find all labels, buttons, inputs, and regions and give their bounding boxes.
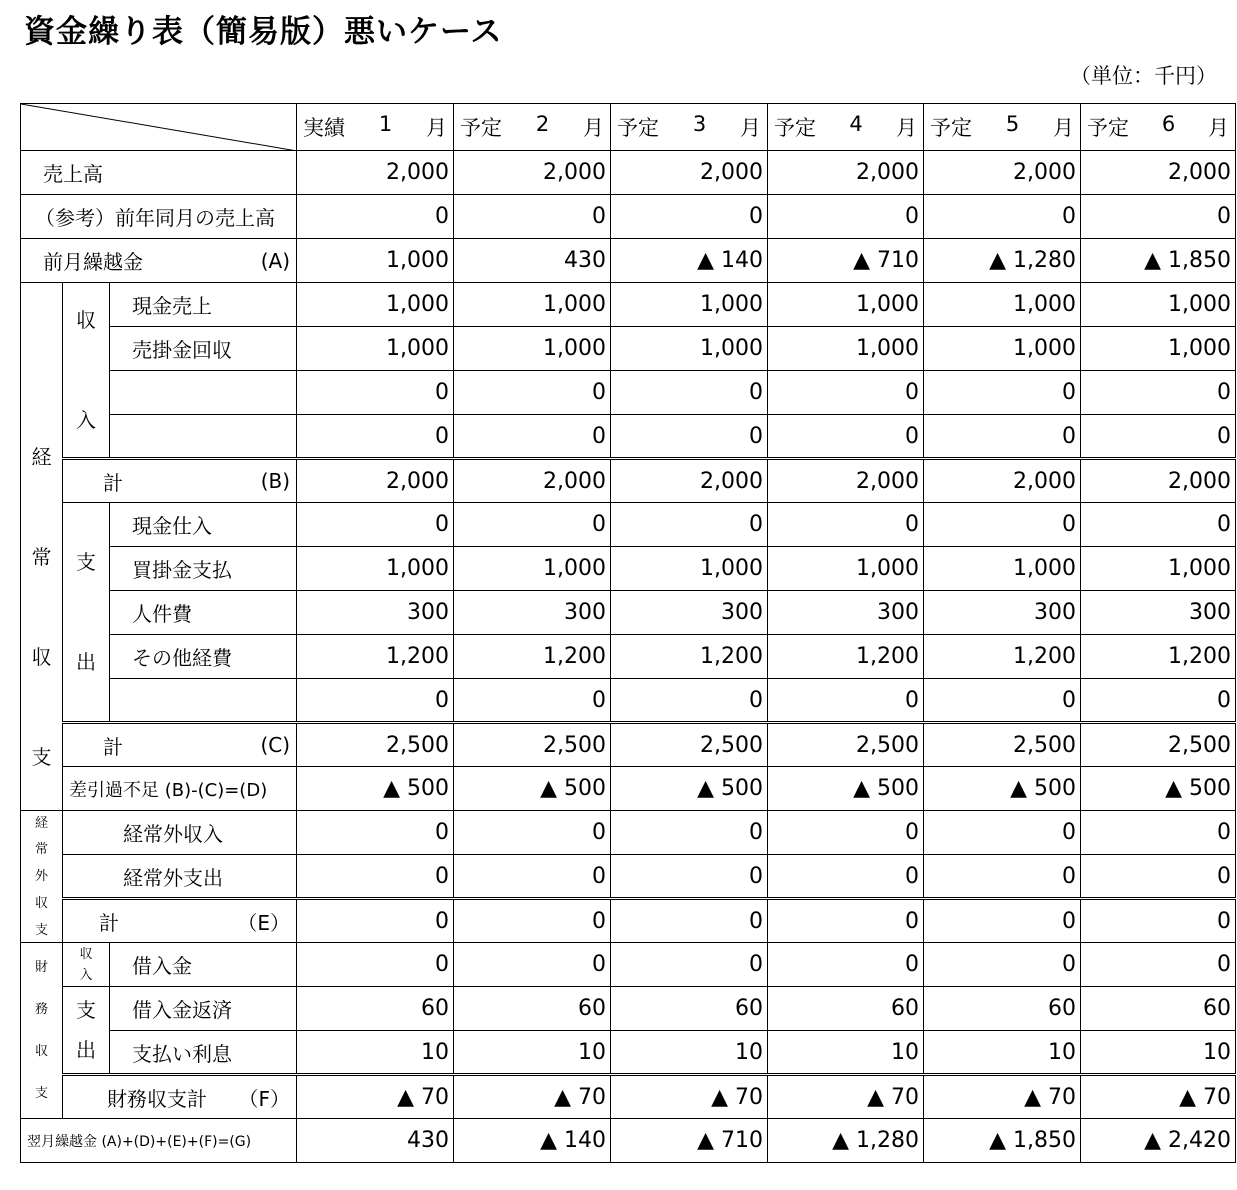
page-title: 資金繰り表（簡易版）悪いケース	[24, 14, 503, 50]
month-header: 予定 2 月	[454, 104, 611, 151]
row-extra-total	[21, 899, 1236, 943]
value-cell: 0	[1081, 679, 1236, 723]
value-cell: ▲ 140	[611, 239, 768, 283]
row-label	[110, 415, 297, 459]
value-cell: 0	[454, 195, 611, 239]
value-cell: 1,000	[768, 547, 924, 591]
value-cell: 1,000	[611, 547, 768, 591]
header-corner	[21, 104, 297, 151]
value-cell: 0	[454, 371, 611, 415]
cash-flow-table	[20, 103, 1236, 1163]
value-cell: 60	[768, 987, 924, 1031]
month-header: 予定 4 月	[768, 104, 924, 151]
month-header: 予定 3 月	[611, 104, 768, 151]
month-header: 実績 1 月	[297, 104, 454, 151]
row-label: 計 (C)	[63, 723, 297, 767]
row-extra-out	[21, 855, 1236, 899]
row-extra-in	[21, 811, 1236, 855]
value-cell: 2,000	[611, 151, 768, 195]
value-cell: 2,000	[924, 151, 1081, 195]
value-cell: 1,000	[454, 547, 611, 591]
row-label: 経常外収入	[63, 811, 297, 855]
value-cell: ▲ 500	[454, 767, 611, 811]
diagonal-line	[21, 104, 297, 151]
row-label: 売上高	[21, 151, 297, 195]
value-cell: 0	[768, 195, 924, 239]
group-zaimu: 財 務 収 支	[21, 943, 63, 1119]
value-cell: 1,000	[454, 327, 611, 371]
value-cell: 1,000	[297, 283, 454, 327]
value-cell: 1,000	[1081, 547, 1236, 591]
row-label: 現金仕入	[110, 503, 297, 547]
group-shunyu: 収 入	[63, 283, 110, 459]
value-cell: 0	[454, 679, 611, 723]
value-cell: 0	[1081, 943, 1236, 987]
value-cell: 1,000	[611, 283, 768, 327]
value-cell: 1,200	[297, 635, 454, 679]
value-cell: 0	[611, 195, 768, 239]
value-cell: 2,000	[924, 459, 1081, 503]
value-cell: 0	[924, 195, 1081, 239]
value-cell: 60	[297, 987, 454, 1031]
value-cell: 0	[768, 899, 924, 943]
value-cell: 0	[611, 415, 768, 459]
value-cell: 0	[1081, 899, 1236, 943]
value-cell: ▲ 710	[611, 1119, 768, 1163]
value-cell: 0	[611, 371, 768, 415]
value-cell: 2,000	[768, 459, 924, 503]
row-receivable	[21, 327, 1236, 371]
group-keijogai: 経 常 外 収 支	[21, 811, 63, 943]
value-cell: ▲ 140	[454, 1119, 611, 1163]
value-cell: 0	[1081, 195, 1236, 239]
value-cell: 1,200	[924, 635, 1081, 679]
value-cell: 0	[924, 855, 1081, 899]
value-cell: 2,500	[454, 723, 611, 767]
value-cell: 0	[297, 855, 454, 899]
value-cell: 0	[924, 811, 1081, 855]
value-cell: 430	[454, 239, 611, 283]
value-cell: 0	[1081, 415, 1236, 459]
value-cell: 10	[297, 1031, 454, 1075]
row-in-total	[21, 459, 1236, 503]
month-header: 予定 5 月	[924, 104, 1081, 151]
value-cell: 0	[297, 679, 454, 723]
row-out-total	[21, 723, 1236, 767]
row-out-blank	[21, 679, 1236, 723]
value-cell: 300	[924, 591, 1081, 635]
value-cell: 0	[611, 899, 768, 943]
row-label: 経常外支出	[63, 855, 297, 899]
value-cell: 0	[297, 415, 454, 459]
value-cell: 0	[454, 855, 611, 899]
value-cell: 1,000	[768, 327, 924, 371]
value-cell: 1,200	[1081, 635, 1236, 679]
value-cell: ▲ 500	[611, 767, 768, 811]
unit-note: （単位：千円）	[1070, 64, 1217, 88]
row-cash-sales	[21, 283, 1236, 327]
value-cell: 1,000	[924, 327, 1081, 371]
value-cell: 0	[924, 899, 1081, 943]
row-in-blank	[21, 415, 1236, 459]
value-cell: 0	[454, 503, 611, 547]
value-cell: 0	[768, 371, 924, 415]
value-cell: 0	[297, 503, 454, 547]
value-cell: 0	[1081, 855, 1236, 899]
value-cell: 10	[454, 1031, 611, 1075]
value-cell: 2,000	[454, 459, 611, 503]
value-cell: ▲ 70	[454, 1075, 611, 1119]
row-label: 買掛金支払	[110, 547, 297, 591]
value-cell: ▲ 70	[1081, 1075, 1236, 1119]
value-cell: 1,000	[297, 327, 454, 371]
value-cell: 2,000	[454, 151, 611, 195]
value-cell: 300	[611, 591, 768, 635]
value-cell: 1,000	[611, 327, 768, 371]
value-cell: 300	[768, 591, 924, 635]
row-label: 借入金返済	[110, 987, 297, 1031]
row-label	[110, 679, 297, 723]
row-label: 現金売上	[110, 283, 297, 327]
row-label: その他経費	[110, 635, 297, 679]
header-row	[21, 104, 1236, 151]
value-cell: 10	[611, 1031, 768, 1075]
value-cell: 1,000	[297, 239, 454, 283]
value-cell: 0	[924, 679, 1081, 723]
value-cell: 2,500	[297, 723, 454, 767]
value-cell: 0	[1081, 503, 1236, 547]
value-cell: 0	[454, 811, 611, 855]
row-label	[110, 371, 297, 415]
value-cell: 1,000	[297, 547, 454, 591]
value-cell: ▲ 70	[611, 1075, 768, 1119]
value-cell: 2,500	[611, 723, 768, 767]
value-cell: 0	[454, 415, 611, 459]
value-cell: 0	[297, 899, 454, 943]
value-cell: 10	[1081, 1031, 1236, 1075]
row-prev-sales	[21, 195, 1236, 239]
row-label: （参考）前年同月の売上高	[21, 195, 297, 239]
value-cell: 0	[611, 811, 768, 855]
value-cell: 2,500	[1081, 723, 1236, 767]
value-cell: 1,200	[768, 635, 924, 679]
value-cell: 0	[924, 503, 1081, 547]
value-cell: 2,000	[611, 459, 768, 503]
value-cell: 10	[924, 1031, 1081, 1075]
row-label: 翌月繰越金 (A)+(D)+(E)+(F)=(G)	[21, 1119, 297, 1163]
value-cell: 0	[611, 679, 768, 723]
value-cell: 0	[297, 811, 454, 855]
row-label: 計 （E）	[63, 899, 297, 943]
row-labor	[21, 591, 1236, 635]
value-cell: 1,000	[1081, 327, 1236, 371]
value-cell: ▲ 1,280	[924, 239, 1081, 283]
value-cell: 1,200	[454, 635, 611, 679]
value-cell: 1,000	[924, 547, 1081, 591]
value-cell: 60	[1081, 987, 1236, 1031]
value-cell: ▲ 70	[924, 1075, 1081, 1119]
value-cell: ▲ 500	[924, 767, 1081, 811]
row-label: 財務収支計 （F）	[63, 1075, 297, 1119]
row-in-blank	[21, 371, 1236, 415]
row-fin-total	[21, 1075, 1236, 1119]
value-cell: 2,000	[297, 151, 454, 195]
value-cell: 1,000	[768, 283, 924, 327]
row-label: 借入金	[110, 943, 297, 987]
value-cell: ▲ 1,280	[768, 1119, 924, 1163]
value-cell: 0	[768, 679, 924, 723]
value-cell: ▲ 2,420	[1081, 1119, 1236, 1163]
value-cell: 0	[924, 371, 1081, 415]
row-label: 計 (B)	[63, 459, 297, 503]
value-cell: 0	[768, 415, 924, 459]
value-cell: 0	[611, 855, 768, 899]
value-cell: 0	[1081, 811, 1236, 855]
value-cell: 60	[454, 987, 611, 1031]
value-cell: 430	[297, 1119, 454, 1163]
value-cell: 0	[768, 943, 924, 987]
value-cell: 300	[454, 591, 611, 635]
value-cell: 0	[297, 195, 454, 239]
row-interest	[21, 1031, 1236, 1075]
row-payable	[21, 547, 1236, 591]
value-cell: 1,200	[611, 635, 768, 679]
value-cell: 2,000	[768, 151, 924, 195]
row-label: 人件費	[110, 591, 297, 635]
value-cell: 0	[611, 943, 768, 987]
value-cell: 1,000	[1081, 283, 1236, 327]
value-cell: 1,000	[454, 283, 611, 327]
value-cell: 10	[768, 1031, 924, 1075]
value-cell: 2,500	[924, 723, 1081, 767]
row-label: 差引過不足 (B)-(C)=(D)	[63, 767, 297, 811]
row-label: 前月繰越金 (A)	[21, 239, 297, 283]
value-cell: 0	[1081, 371, 1236, 415]
value-cell: 0	[611, 503, 768, 547]
value-cell: ▲ 500	[1081, 767, 1236, 811]
value-cell: 0	[297, 371, 454, 415]
row-cash-purchase	[21, 503, 1236, 547]
row-label: 売掛金回収	[110, 327, 297, 371]
row-sales	[21, 151, 1236, 195]
value-cell: 0	[768, 503, 924, 547]
value-cell: 1,000	[924, 283, 1081, 327]
month-header: 予定 6 月	[1081, 104, 1236, 151]
row-other	[21, 635, 1236, 679]
value-cell: ▲ 710	[768, 239, 924, 283]
group-keijo: 経 常 収 支	[21, 283, 63, 811]
row-label: 支払い利息	[110, 1031, 297, 1075]
group-zaimu-in: 収 入	[63, 943, 110, 987]
row-repay	[21, 987, 1236, 1031]
row-diff	[21, 767, 1236, 811]
row-carry	[21, 239, 1236, 283]
value-cell: ▲ 70	[297, 1075, 454, 1119]
value-cell: 0	[924, 415, 1081, 459]
value-cell: ▲ 1,850	[1081, 239, 1236, 283]
value-cell: 0	[454, 943, 611, 987]
value-cell: 0	[768, 811, 924, 855]
value-cell: 0	[297, 943, 454, 987]
group-zaimu-out: 支 出	[63, 987, 110, 1075]
value-cell: ▲ 1,850	[924, 1119, 1081, 1163]
row-borrow	[21, 943, 1236, 987]
group-shishutsu: 支 出	[63, 503, 110, 723]
value-cell: 2,000	[1081, 459, 1236, 503]
value-cell: 2,000	[297, 459, 454, 503]
value-cell: 0	[454, 899, 611, 943]
value-cell: ▲ 500	[768, 767, 924, 811]
row-next	[21, 1119, 1236, 1163]
value-cell: 2,500	[768, 723, 924, 767]
value-cell: 300	[1081, 591, 1236, 635]
value-cell: 2,000	[1081, 151, 1236, 195]
value-cell: ▲ 500	[297, 767, 454, 811]
value-cell: 60	[924, 987, 1081, 1031]
value-cell: 300	[297, 591, 454, 635]
value-cell: 0	[924, 943, 1081, 987]
value-cell: ▲ 70	[768, 1075, 924, 1119]
value-cell: 60	[611, 987, 768, 1031]
value-cell: 0	[768, 855, 924, 899]
